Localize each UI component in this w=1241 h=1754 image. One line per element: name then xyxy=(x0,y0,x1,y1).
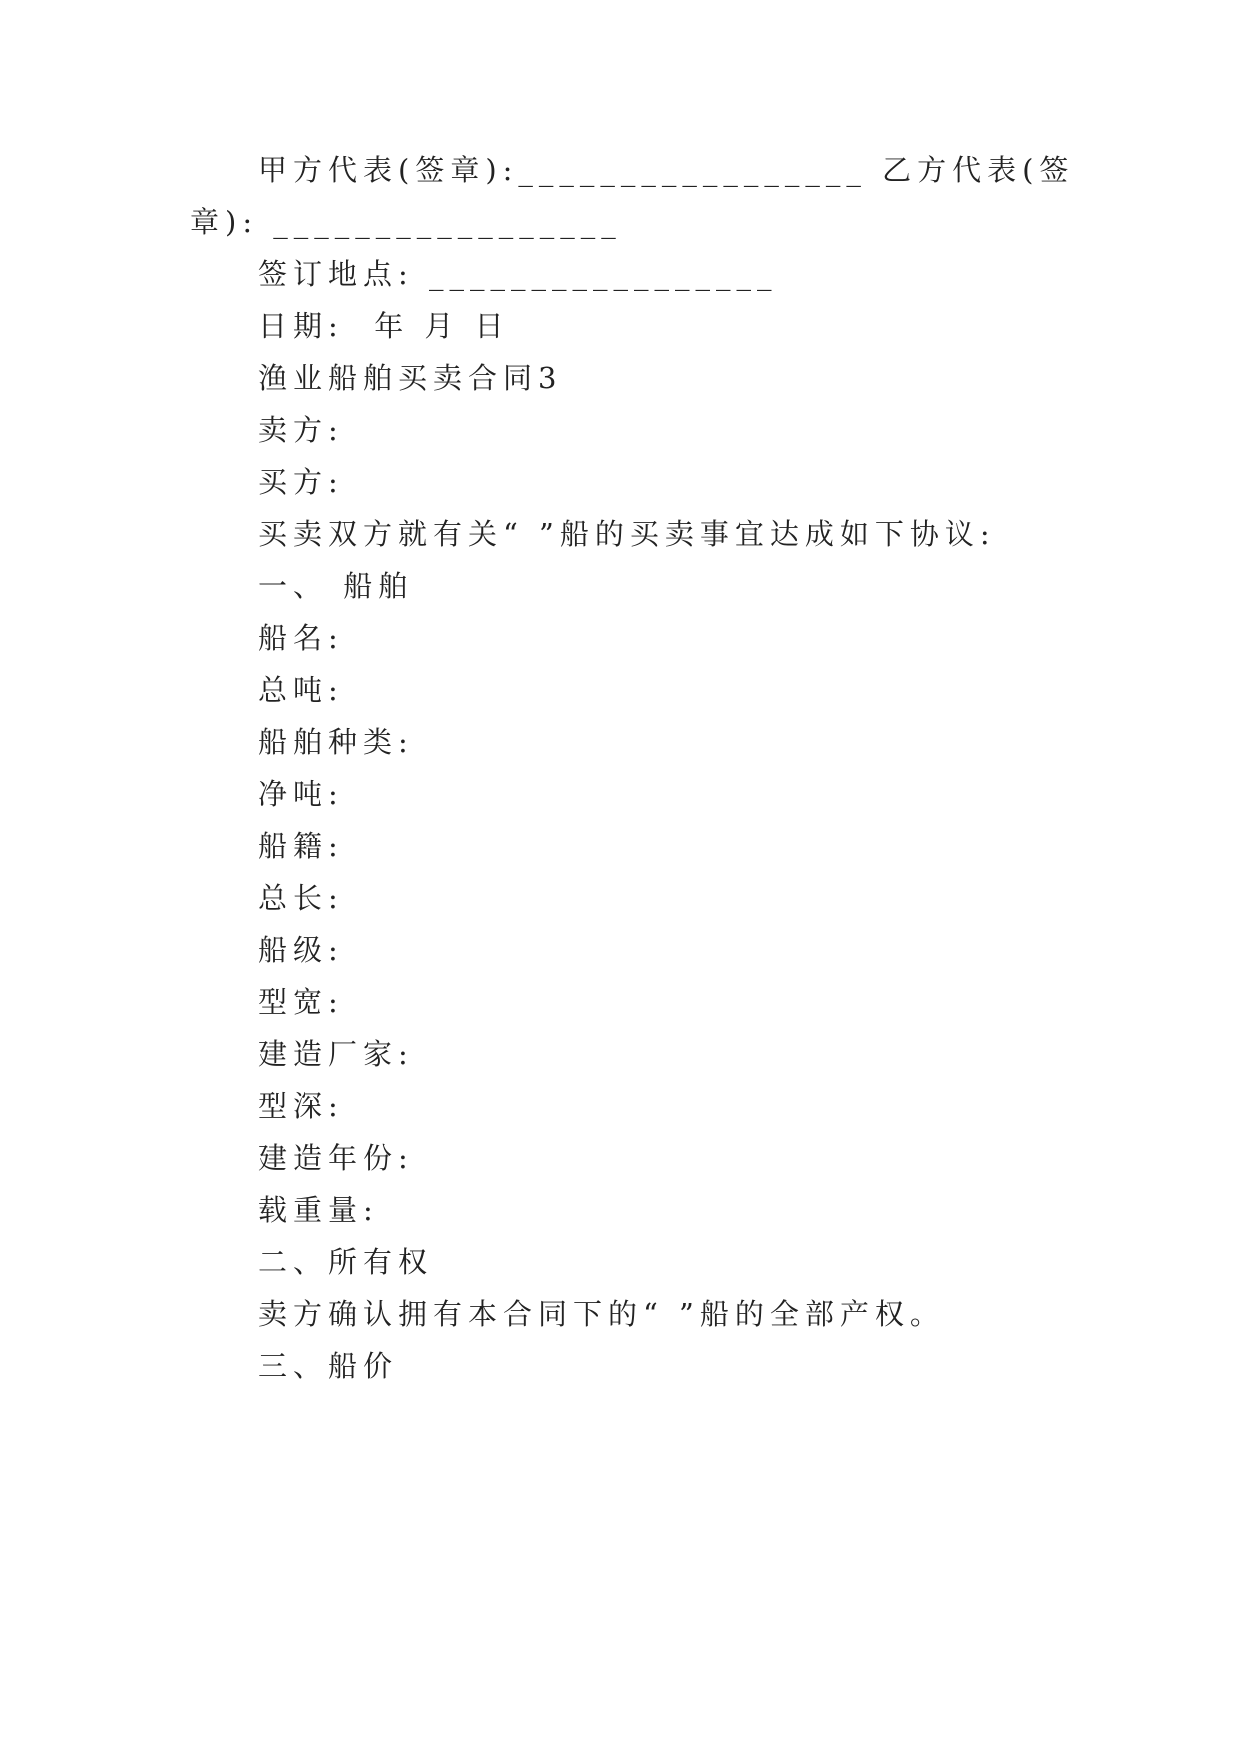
date-line: 日期: 年 月 日 xyxy=(258,309,510,343)
field-moulded-breadth: 型宽: xyxy=(258,985,344,1019)
field-net-tonnage: 净吨: xyxy=(258,777,344,811)
field-ship-name: 船名: xyxy=(258,621,344,655)
ownership-paragraph: 卖方确认拥有本合同下的“ ”船的全部产权。 xyxy=(258,1297,945,1331)
buyer-line: 买方: xyxy=(258,465,344,499)
field-ship-type: 船舶种类: xyxy=(258,725,414,759)
sign-place-line: 签订地点: _________________ xyxy=(258,257,778,291)
field-moulded-depth: 型深: xyxy=(258,1089,344,1123)
field-build-year: 建造年份: xyxy=(258,1141,414,1175)
section-heading-ship: 一、 船舶 xyxy=(258,569,414,603)
field-overall-length: 总长: xyxy=(258,881,344,915)
field-builder: 建造厂家: xyxy=(258,1037,414,1071)
field-gross-tonnage: 总吨: xyxy=(258,673,344,707)
section-heading-price: 三、船价 xyxy=(258,1349,399,1383)
signature-line-1: 甲方代表(签章):_________________ 乙方代表(签 xyxy=(258,153,1075,187)
field-deadweight: 载重量: xyxy=(258,1193,379,1227)
field-ship-registry: 船籍: xyxy=(258,829,344,863)
signature-line-2: 章): _________________ xyxy=(190,205,622,239)
intro-paragraph: 买卖双方就有关“ ”船的买卖事宜达成如下协议: xyxy=(258,517,996,551)
section-heading-ownership: 二、所有权 xyxy=(258,1245,434,1279)
seller-line: 卖方: xyxy=(258,413,344,447)
field-ship-class: 船级: xyxy=(258,933,344,967)
contract-title: 渔业船舶买卖合同3 xyxy=(258,361,563,395)
